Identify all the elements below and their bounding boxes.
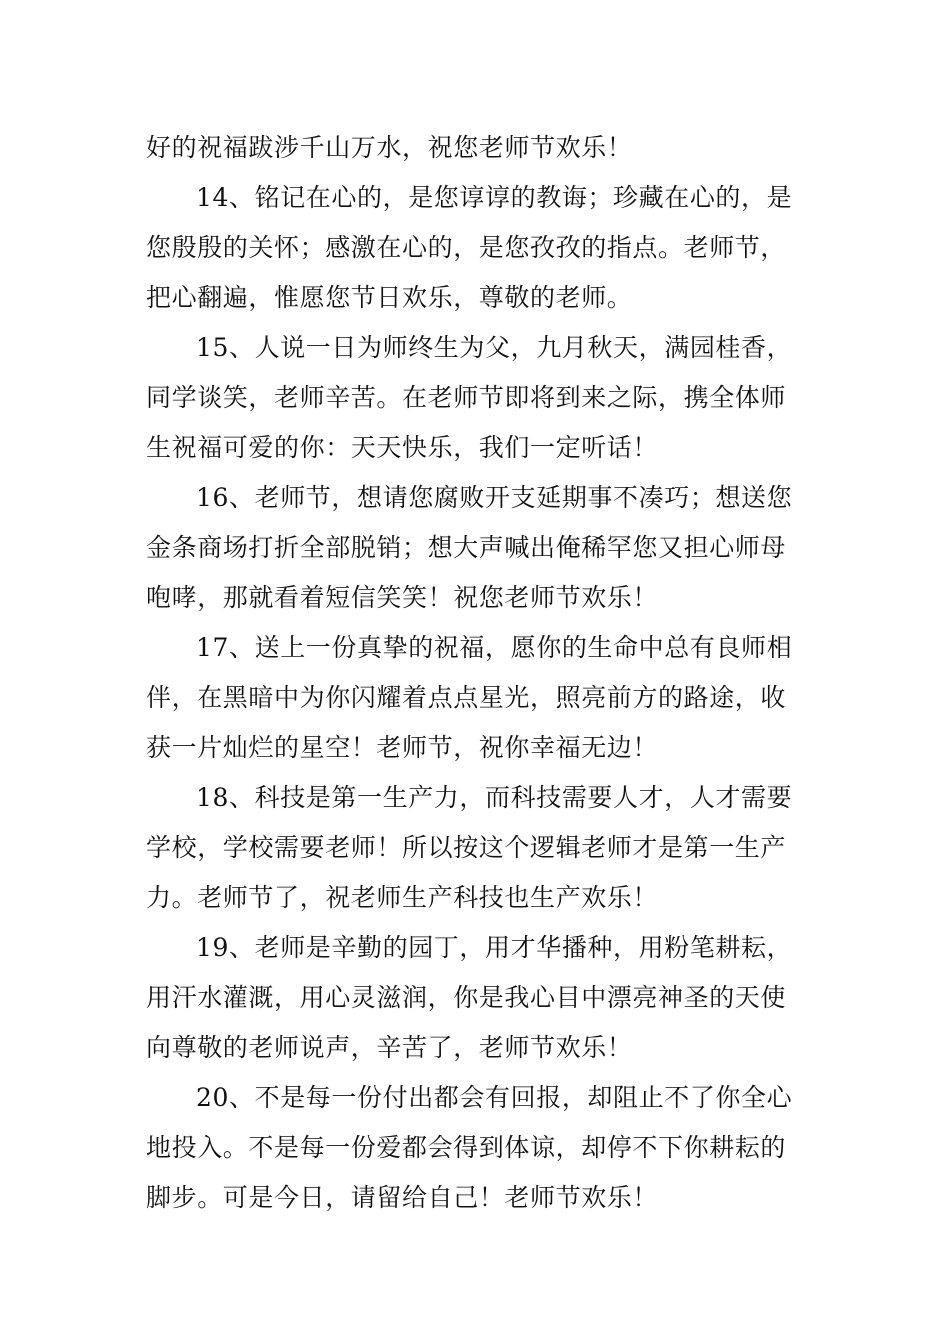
paragraph-17-line: 17、送上一份真挚的祝福，愿你的生命中总有良师相 <box>196 633 793 662</box>
text-line: 生祝福可爱的你：天天快乐，我们一定听话！ <box>146 433 659 462</box>
text-line: 咆哮，那就看着短信笑笑！祝您老师节欢乐！ <box>146 583 659 612</box>
text-line: 地投入。不是每一份爱都会得到体谅，却停不下你耕耘的 <box>146 1133 787 1162</box>
text-line: 您殷殷的关怀；感激在心的，是您孜孜的指点。老师节， <box>146 233 787 262</box>
text-line: 用汗水灌溉，用心灵滋润，你是我心目中漂亮神圣的天使 <box>146 983 787 1012</box>
text-line: 向尊敬的老师说声，辛苦了，老师节欢乐！ <box>146 1033 633 1062</box>
paragraph-19-line: 19、老师是辛勤的园丁，用才华播种，用粉笔耕耘， <box>196 933 793 962</box>
text-line: 好的祝福跋涉千山万水，祝您老师节欢乐！ <box>146 133 633 162</box>
text-line: 把心翻遍，惟愿您节日欢乐，尊敬的老师。 <box>146 283 633 312</box>
paragraph-18-line: 18、科技是第一生产力，而科技需要人才，人才需要 <box>196 783 793 812</box>
paragraph-16-line: 16、老师节，想请您腐败开支延期事不凑巧；想送您 <box>196 483 793 512</box>
text-line: 金条商场打折全部脱销；想大声喊出俺稀罕您又担心师母 <box>146 533 787 562</box>
text-line: 伴，在黑暗中为你闪耀着点点星光，照亮前方的路途，收 <box>146 683 787 712</box>
paragraph-15-line: 15、人说一日为师终生为父，九月秋天，满园桂香， <box>196 333 793 362</box>
paragraph-20-line: 20、不是每一份付出都会有回报，却阻止不了你全心 <box>196 1083 793 1112</box>
text-line: 同学谈笑，老师辛苦。在老师节即将到来之际，携全体师 <box>146 383 787 412</box>
text-line: 力。老师节了，祝老师生产科技也生产欢乐！ <box>146 883 659 912</box>
text-line: 获一片灿烂的星空！老师节，祝你幸福无边！ <box>146 733 659 762</box>
paragraph-14-line: 14、铭记在心的，是您谆谆的教诲；珍藏在心的，是 <box>196 183 793 212</box>
text-line: 脚步。可是今日，请留给自己！老师节欢乐！ <box>146 1183 659 1212</box>
text-line: 学校，学校需要老师！所以按这个逻辑老师才是第一生产 <box>146 833 787 862</box>
